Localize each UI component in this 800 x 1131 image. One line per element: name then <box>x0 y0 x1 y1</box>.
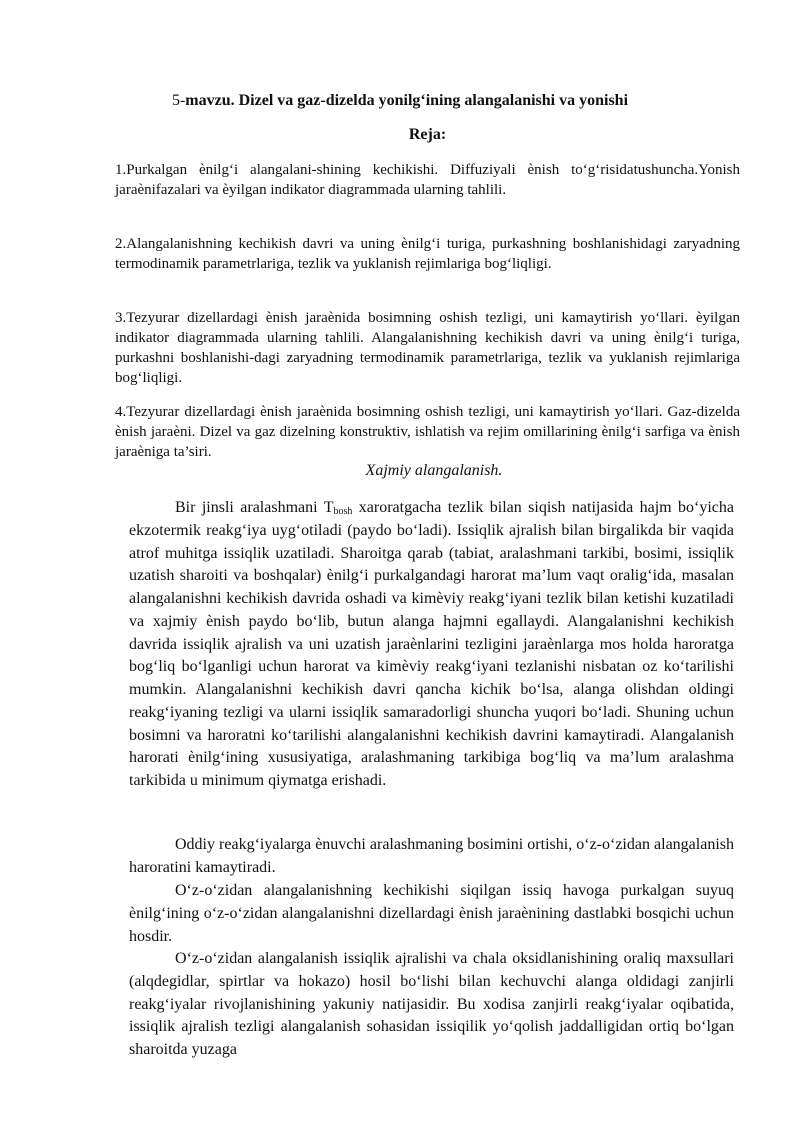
paragraph-1 <box>129 497 734 793</box>
topic-title <box>0 90 800 112</box>
topic-title-text: mavzu. Dizel va gaz-dizelda yonilg‘ining alangalanishi va yonishi <box>185 92 629 109</box>
plan-item-3: 3.Tezyurar dizellardagi ènish jaraènida bosimning oshish tezligi, uni kamaytirish yo‘llari. èyilgan indikator diagrammada ularning tahlili. Alangalanishning kechikish davri va uning ènilg‘i turiga, purkashni boshlanishi-dagi zaryadning termodinamik parametrlariga, tezlik va yuklanish rejimlariga bog‘liqligi. <box>115 310 740 386</box>
t-bosh-subscript: bosh <box>333 506 353 517</box>
plan-heading: Reja: <box>408 126 447 143</box>
plan-item-1: 1.Purkalgan ènilg‘i alangalani-shining kechikishi. Diffuziyali ènish to‘g‘risidatushuncha.Yonish jaraènifazalari va èyilgan indikator diagrammada ularning tahlili. <box>115 162 740 198</box>
paragraph-1-rest: xaroratgacha tezlik bilan siqish natijasida hajm bo‘yicha ekzotermik reakg‘iya uyg‘otiladi (paydo bo‘ladi). Issiqlik ajralish bilan birgalikda bir vaqida atrof muhitga issiqlik uzatiladi. Sharoitga qarab (tabiat, aralashmani tarkibi, bosimi, issiqlik uzatish sharoiti va boshqalar) ènilg‘i purkalgandagi harorat ma’lum vaqt oralig‘ida, masalan alangalanishni kechikish davrida oshadi va kimèviy reakg‘iyani tezlik bilan ketishi kuzatiladi va xajmiy ènish paydo bo‘lib, butun alanga hajmni egallaydi. Alangalanishni kechikish davrida issiqlik ajralish va uni uzatish jaraènlarini tezligini jaraènlarga mos holda haroratga bog‘liq bo‘lganligi uchun harorat va kimèviy reakg‘iyani tezlanishi nisbatan oz ko‘tarilishi mumkin. Alangalanishni kechikish davri qancha kichik bo‘lsa, alanga olishdan oldingi reakg‘iyaning tezligi va ularni issiqlik samaradorligi shuncha yuqori bo‘ladi. Shuning uchun bosimni va haroratni ko‘tarilishi alangalanishni kechikish davrini kamaytiradi. Alangalanish harorati ènilg‘ining xususiyatiga, aralashmaning tarkibiga bog‘liq va ma’lum aralashma tarkibida u minimum qiymatga erishadi. <box>129 499 735 789</box>
topic-number: 5- <box>171 92 186 109</box>
paragraph-4: O‘z-o‘zidan alangalanish issiqlik ajralishi va chala oksidlanishining oraliq maxsullari (alqdegidlar, spirtlar va hokazo) hosil bo‘lishi bilan kechuvchi alanga oldidagi zanjirli reakg‘iyalar rivojlanishining yakuniy natijasidir. Bu xodisa zanjirli reakg‘iyalar oqibatida, issiqlik ajralish tezligi alangalanish sohasidan issiqilik yo‘qolish jaddalligidan ortiq bo‘lgan sharoitda yuzaga <box>129 950 734 1058</box>
plan-item-4: 4.Tezyurar dizellardagi ènish jaraènida bosimning oshish tezligi, uni kamaytirish yo‘llari. Gaz-dizelda ènish jaraèni. Dizel va gaz dizelning konstruktiv, ishlatish va rejim omillarining ènilg‘i sarfiga va ènish jaraèniga ta’siri. <box>115 404 740 460</box>
plan-item-2: 2.Alangalanishning kechikish davri va uning ènilg‘i turiga, purkashning boshlanishidagi zaryadning termodinamik parametrlariga, tezlik va yuklanish rejimlariga bog‘liqligi. <box>115 236 740 272</box>
paragraph-1-start: Bir jinsli aralashmani T <box>175 499 334 516</box>
paragraph-2: Oddiy reakg‘iyalarga ènuvchi aralashmaning bosimini ortishi, o‘z-o‘zidan alangalanish haroratini kamaytiradi. <box>129 836 734 876</box>
section-subtitle: Xajmiy alangalanish. <box>365 462 503 479</box>
paragraph-3: O‘z-o‘zidan alangalanishning kechikishi siqilgan issiq havoga purkalgan suyuq ènilg‘ining o‘z-o‘zidan alangalanishni dizellardagi ènish jaraènining dastlabki bosqichi uchun hosdir. <box>129 882 734 945</box>
